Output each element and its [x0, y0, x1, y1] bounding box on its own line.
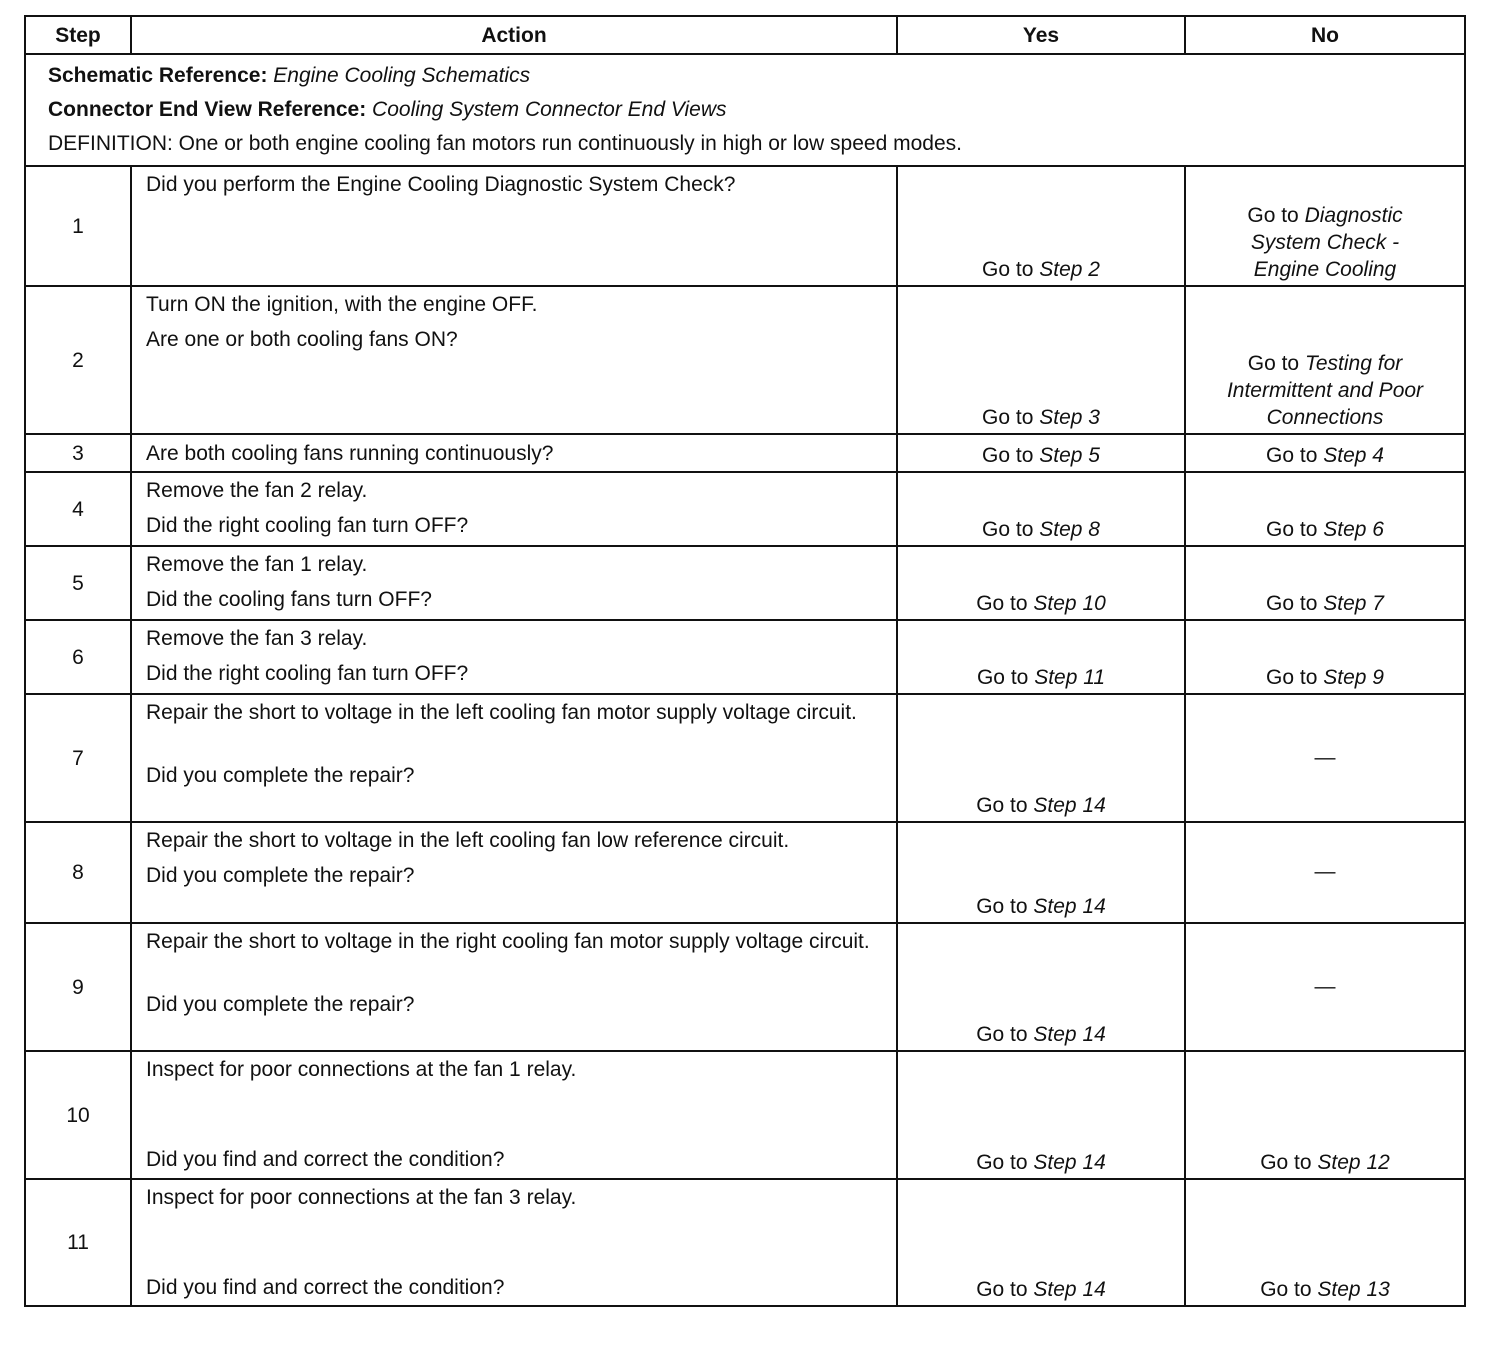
action-cell	[131, 286, 897, 434]
goto-text: Go to	[982, 444, 1034, 467]
goto-text: Go to	[1266, 666, 1318, 689]
step-number: 5	[25, 546, 131, 620]
action-text: Remove the fan 2 relay.	[146, 479, 368, 502]
goto-text: Go to	[1260, 1278, 1312, 1301]
action-cell	[131, 923, 897, 1051]
yes-link[interactable]: Step 2	[1039, 258, 1100, 281]
table-row	[25, 1179, 1465, 1306]
action-text: Did the right cooling fan turn OFF?	[146, 514, 469, 537]
yes-link[interactable]: Step 14	[1033, 1278, 1106, 1301]
reference-row	[25, 54, 1465, 166]
header-yes: Yes	[897, 16, 1185, 54]
step-number: 2	[25, 286, 131, 434]
header-no: No	[1185, 16, 1465, 54]
no-cell: —	[1185, 822, 1465, 923]
yes-cell	[897, 434, 1185, 472]
no-link[interactable]: Diagnostic System Check - Engine Cooling	[1250, 204, 1403, 281]
action-text: Remove the fan 1 relay.	[146, 553, 368, 576]
yes-cell	[897, 620, 1185, 694]
yes-cell	[897, 1179, 1185, 1306]
goto-text: Go to	[1266, 518, 1318, 541]
connector-ref-link[interactable]: Cooling System Connector End Views	[372, 98, 727, 121]
goto-text: Go to	[976, 794, 1028, 817]
action-text: Did you find and correct the condition?	[146, 1148, 505, 1171]
table-row	[25, 546, 1465, 620]
goto-text: Go to	[1247, 204, 1299, 227]
no-cell	[1185, 166, 1465, 286]
header-action: Action	[131, 16, 897, 54]
yes-link[interactable]: Step 14	[1033, 1151, 1106, 1174]
goto-text: Go to	[982, 258, 1034, 281]
step-number: 4	[25, 472, 131, 546]
goto-text: Go to	[1260, 1151, 1312, 1174]
action-text: Did you perform the Engine Cooling Diagnostic System Check?	[146, 173, 736, 196]
action-text: Turn ON the ignition, with the engine OFF.	[146, 293, 538, 316]
no-link[interactable]: Step 6	[1323, 518, 1384, 541]
no-cell	[1185, 620, 1465, 694]
connector-ref-label: Connector End View Reference:	[48, 98, 367, 121]
no-link[interactable]: Step 13	[1317, 1278, 1390, 1301]
table-row	[25, 166, 1465, 286]
action-text: Repair the short to voltage in the left cooling fan low reference circuit.	[146, 829, 790, 852]
goto-text: Go to	[976, 1151, 1028, 1174]
action-text: Did the cooling fans turn OFF?	[146, 588, 432, 611]
action-cell	[131, 620, 897, 694]
yes-cell	[897, 286, 1185, 434]
goto-text: Go to	[976, 1023, 1028, 1046]
step-number: 11	[25, 1179, 131, 1306]
diagnostic-table	[24, 15, 1466, 1307]
step-number: 3	[25, 434, 131, 472]
action-text: Did the right cooling fan turn OFF?	[146, 662, 469, 685]
goto-text: Go to	[976, 895, 1028, 918]
yes-link[interactable]: Step 8	[1039, 518, 1100, 541]
yes-link[interactable]: Step 10	[1033, 592, 1106, 615]
no-cell	[1185, 434, 1465, 472]
goto-text: Go to	[976, 666, 1029, 689]
action-text: Did you complete the repair?	[146, 764, 415, 787]
table-row	[25, 620, 1465, 694]
table-row	[25, 434, 1465, 472]
no-cell: —	[1185, 923, 1465, 1051]
yes-cell	[897, 472, 1185, 546]
header-row	[25, 16, 1465, 54]
yes-link[interactable]: Step 14	[1033, 794, 1106, 817]
header-step: Step	[25, 16, 131, 54]
action-text: Inspect for poor connections at the fan 3 relay.	[146, 1186, 577, 1209]
action-text: Repair the short to voltage in the right cooling fan motor supply voltage circuit.	[146, 930, 870, 953]
action-text: Remove the fan 3 relay.	[146, 627, 368, 650]
step-number: 10	[25, 1051, 131, 1179]
no-cell	[1185, 1051, 1465, 1179]
goto-text: Go to	[1266, 444, 1318, 467]
step-number: 7	[25, 694, 131, 822]
table-row	[25, 472, 1465, 546]
yes-cell	[897, 923, 1185, 1051]
no-cell	[1185, 546, 1465, 620]
yes-link[interactable]: Step 14	[1033, 895, 1106, 918]
no-link[interactable]: Step 7	[1323, 592, 1384, 615]
yes-cell	[897, 1051, 1185, 1179]
table-row	[25, 286, 1465, 434]
action-text: Repair the short to voltage in the left cooling fan motor supply voltage circuit.	[146, 701, 857, 724]
yes-link[interactable]: Step 5	[1039, 444, 1100, 467]
goto-text: Go to	[1247, 352, 1300, 375]
yes-link[interactable]: Step 3	[1039, 406, 1100, 429]
yes-link[interactable]: Step 11	[1034, 666, 1106, 689]
action-cell	[131, 472, 897, 546]
no-cell	[1185, 472, 1465, 546]
reference-cell	[25, 54, 1465, 166]
action-cell	[131, 694, 897, 822]
no-cell	[1185, 286, 1465, 434]
yes-cell	[897, 822, 1185, 923]
goto-text: Go to	[982, 518, 1034, 541]
goto-text: Go to	[982, 406, 1034, 429]
action-cell	[131, 166, 897, 286]
step-number: 9	[25, 923, 131, 1051]
action-text: Inspect for poor connections at the fan 1 relay.	[146, 1058, 577, 1081]
action-text: Did you find and correct the condition?	[146, 1276, 505, 1299]
schematic-ref-label: Schematic Reference:	[48, 64, 268, 87]
yes-cell	[897, 166, 1185, 286]
table-row	[25, 694, 1465, 822]
table-row	[25, 1051, 1465, 1179]
step-number: 1	[25, 166, 131, 286]
action-text: Did you complete the repair?	[146, 864, 415, 887]
step-number: 8	[25, 822, 131, 923]
no-link[interactable]: Step 12	[1317, 1151, 1390, 1174]
action-cell	[131, 434, 897, 472]
action-cell	[131, 1179, 897, 1306]
action-text: Are both cooling fans running continuously?	[146, 441, 554, 465]
step-number: 6	[25, 620, 131, 694]
no-link[interactable]: Step 9	[1323, 666, 1384, 689]
goto-text: Go to	[976, 592, 1028, 615]
action-text: Did you complete the repair?	[146, 993, 415, 1016]
action-cell	[131, 1051, 897, 1179]
no-link[interactable]: Testing for Intermittent and Poor Connections	[1226, 352, 1424, 429]
goto-text: Go to	[976, 1278, 1028, 1301]
action-cell	[131, 546, 897, 620]
goto-text: Go to	[1266, 592, 1318, 615]
schematic-ref-link[interactable]: Engine Cooling Schematics	[273, 64, 531, 87]
definition-text: DEFINITION: One or both engine cooling fan motors run continuously in high or low speed modes.	[48, 132, 962, 155]
no-link[interactable]: Step 4	[1323, 444, 1384, 467]
no-cell	[1185, 1179, 1465, 1306]
yes-cell	[897, 694, 1185, 822]
yes-link[interactable]: Step 14	[1033, 1023, 1106, 1046]
table-row	[25, 822, 1465, 923]
action-cell	[131, 822, 897, 923]
action-text: Are one or both cooling fans ON?	[146, 328, 458, 351]
table-row	[25, 923, 1465, 1051]
yes-cell	[897, 546, 1185, 620]
no-cell: —	[1185, 694, 1465, 822]
